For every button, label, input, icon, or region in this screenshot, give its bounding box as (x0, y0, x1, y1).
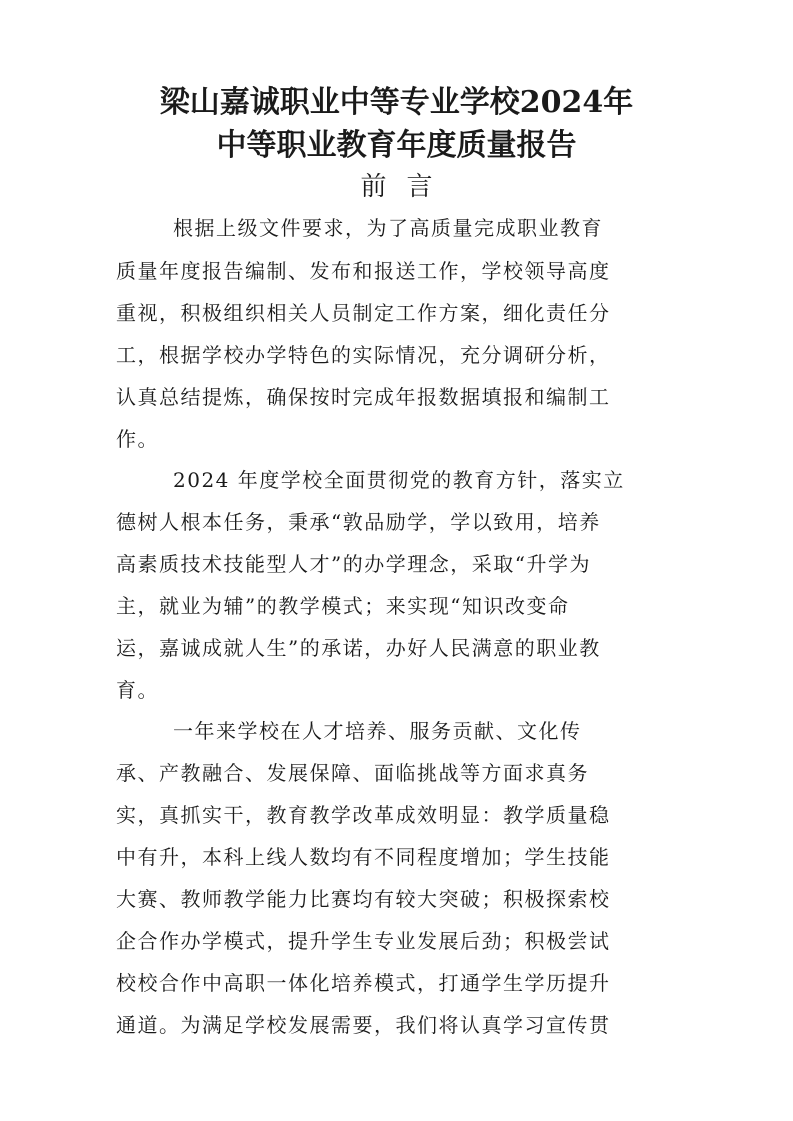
paragraph-1-line: 质量年度报告编制、发布和报送工作，学校领导高度 (116, 259, 611, 283)
paragraph-2-line: 2024 年度学校全面贯彻党的教育方针，落实立 (173, 468, 625, 492)
report-title-line-1: 梁山嘉诚职业中等专业学校2024年 (159, 85, 634, 120)
paragraph-3-line: 中有升，本科上线人数均有不同程度增加；学生技能 (116, 845, 611, 869)
paragraph-1-line: 工，根据学校办学特色的实际情况，充分调研分析， (116, 343, 611, 367)
paragraph-1-line: 作。 (116, 427, 159, 451)
paragraph-2-line: 高素质技术技能型人才”的办学理念，采取“升学为 (116, 552, 591, 576)
paragraph-3-line: 通道。为满足学校发展需要，我们将认真学习宣传贯 (116, 1013, 611, 1037)
paragraph-1-line: 重视，积极组织相关人员制定工作方案，细化责任分 (116, 301, 611, 325)
paragraph-3-line: 承、产教融合、发展保障、面临挑战等方面求真务 (116, 761, 589, 785)
section-heading-preface: 前言 (360, 172, 453, 202)
paragraph-3-line: 一年来学校在人才培养、服务贡献、文化传 (173, 719, 582, 743)
paragraph-1-line: 根据上级文件要求，为了高质量完成职业教育 (173, 216, 603, 240)
paragraph-2-line: 育。 (116, 678, 159, 702)
paragraph-1-line: 认真总结提炼，确保按时完成年报数据填报和编制工 (116, 385, 611, 409)
paragraph-3-line: 校校合作中高职一体化培养模式，打通学生学历提升 (116, 971, 611, 995)
report-title-line-2: 中等职业教育年度质量报告 (216, 128, 577, 163)
paragraph-3-line: 企合作办学模式，提升学生专业发展后劲；积极尝试 (116, 929, 611, 953)
paragraph-3-line: 实，真抓实干，教育教学改革成效明显：教学质量稳 (116, 803, 611, 827)
paragraph-2-line: 运，嘉诚成就人生”的承诺，办好人民满意的职业教 (116, 636, 601, 660)
paragraph-2-line: 德树人根本任务，秉承“敦品励学，学以致用，培养 (116, 510, 601, 534)
paragraph-2-line: 主，就业为辅”的教学模式；来实现“知识改变命 (116, 594, 570, 618)
paragraph-3-line: 大赛、教师教学能力比赛均有较大突破；积极探索校 (116, 887, 611, 911)
